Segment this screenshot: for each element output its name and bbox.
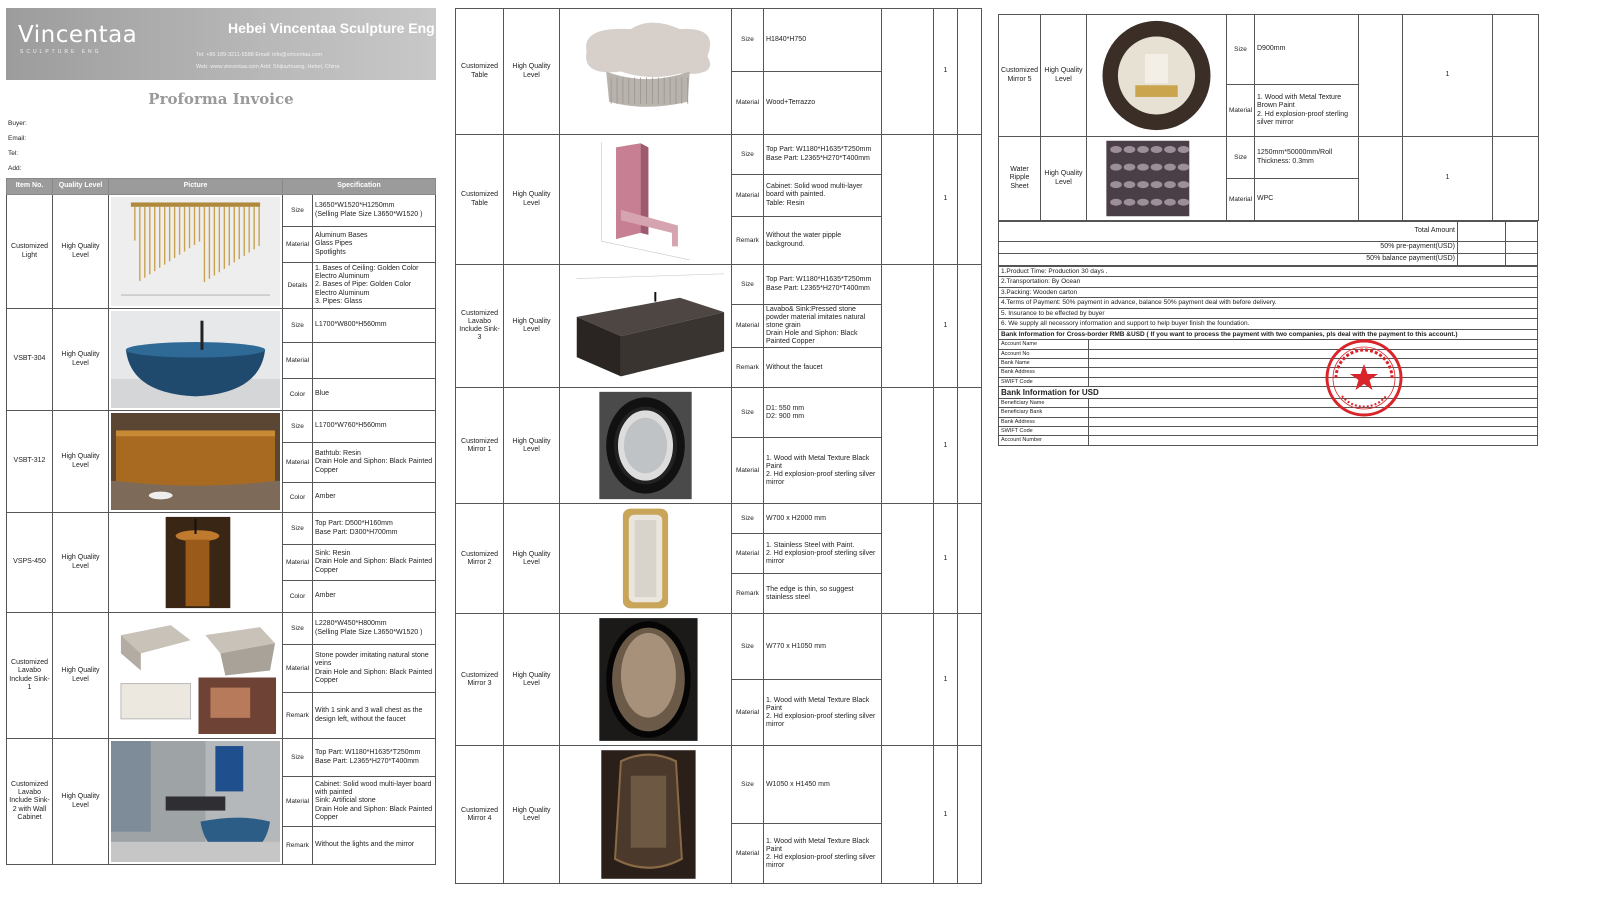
quantity: 1 [934, 9, 958, 135]
item-number: Customized Table [456, 135, 504, 265]
tall-mirror-image [560, 504, 732, 614]
spec-value: Without the lights and the mirror [313, 827, 436, 865]
spec-value: 1250mm*50000mm/Roll Thickness: 0.3mm [1255, 137, 1359, 179]
spec-value [313, 343, 436, 379]
spec-value: Sink: Resin Drain Hole and Siphon: Black Painted Copper [313, 545, 436, 581]
bank-field: Beneficiary Bank [999, 408, 1089, 417]
quantity: 1 [934, 504, 958, 614]
quality-level: High Quality Level [53, 513, 109, 613]
spec-value: W1050 x H1450 mm [764, 746, 882, 824]
spec-label: Size [732, 614, 764, 680]
term-line: 5. Insurance to be effected by buyer [999, 308, 1538, 318]
spec-label: Size [732, 746, 764, 824]
table-row [7, 309, 436, 343]
tel-label: Tel: [8, 150, 19, 157]
spec-value: Amber [313, 581, 436, 613]
spec-label: Material [732, 175, 764, 217]
company-seal-stamp [1324, 338, 1404, 418]
term-line: 6. We supply all necessory information and support to help buyer finish the foundation. [999, 319, 1538, 329]
spec-label: Size [283, 613, 313, 645]
bank-field: SWIFT Code [999, 426, 1089, 435]
item-number: Customized Lavabo Include Sink-2 with Wall Cabinet [7, 739, 53, 865]
bank-rmb-title: Bank Information for Cross-border RMB &USD ( If you want to process the payment with two companies, pls deal with the payment to this account.) [999, 329, 1538, 339]
spec-value: Cabinet: Solid wood multi-layer board with painted. Table: Resin [764, 175, 882, 217]
spec-label: Size [283, 739, 313, 777]
spec-label: Material [283, 645, 313, 693]
logo-subtitle: SCULPTURE ENG [20, 49, 102, 55]
quantity: 1 [934, 135, 958, 265]
spec-value: Without the water pipple background. [764, 217, 882, 265]
table-row [7, 195, 436, 227]
item-number: VSBT-312 [7, 411, 53, 513]
term-line: 2.Transportation: By Ocean [999, 277, 1538, 287]
item-number: Customized Mirror 1 [456, 388, 504, 504]
bank-field: Bank Address [999, 417, 1089, 426]
spec-value: Stone powder imitating natural stone veins Drain Hole and Siphon: Black Painted Copper [313, 645, 436, 693]
quality-level: High Quality Level [504, 265, 560, 388]
blue-bathtub-image [109, 309, 283, 411]
spec-label: Color [283, 483, 313, 513]
quality-level: High Quality Level [53, 613, 109, 739]
item-number: Customized Table [456, 9, 504, 135]
document-title: Proforma Invoice [148, 90, 294, 108]
product-table-1 [6, 178, 436, 865]
email-label: Email: [8, 135, 27, 142]
spec-value: W770 x H1050 mm [764, 614, 882, 680]
spec-label: Size [732, 9, 764, 72]
spec-value: 1. Wood with Metal Texture Black Paint 2. Hd explosion-proof sterling silver mirror [764, 680, 882, 746]
bank-field: Bank Address [999, 368, 1089, 377]
spec-value: L1700*W760*H560mm [313, 411, 436, 443]
spec-label: Size [283, 309, 313, 343]
col-quality: Quality Level [53, 179, 109, 195]
stone-lavabo-image [109, 613, 283, 739]
chandelier-image [109, 195, 283, 309]
quantity: 1 [1403, 15, 1493, 137]
invoice-page-1 [6, 8, 436, 865]
spec-value: 1. Stainless Steel with Paint. 2. Hd explosion-proof sterling silver mirror [764, 534, 882, 574]
item-number: Customized Mirror 5 [999, 15, 1041, 137]
spec-label: Remark [732, 217, 764, 265]
item-number: VSBT-304 [7, 309, 53, 411]
amber-basin-image [109, 513, 283, 613]
item-number: Customized Lavabo Include Sink-1 [7, 613, 53, 739]
spec-label: Material [1227, 85, 1255, 137]
invoice-page-3 [998, 14, 1538, 446]
black-lavabo-image [560, 265, 732, 388]
buyer-label: Buyer: [8, 120, 27, 127]
spec-value: L3650*W1520*H1250mm (Selling Plate Size L3650*W1520 ) [313, 195, 436, 227]
spec-label: Remark [732, 348, 764, 388]
spec-value: Top Part: D500*H160mm Base Part: D300*H700mm [313, 513, 436, 545]
term-line: 3.Packing: Wooden carton [999, 287, 1538, 297]
spec-label: Size [732, 135, 764, 175]
table-row [456, 265, 982, 305]
spec-label: Details [283, 263, 313, 309]
spec-label: Remark [283, 693, 313, 739]
terms-table [998, 266, 1538, 446]
spec-label: Remark [283, 827, 313, 865]
spec-label: Material [283, 443, 313, 483]
invoice-page-2 [455, 8, 982, 884]
spec-value: The edge is thin, so suggest stainless steel [764, 574, 882, 614]
quality-level: High Quality Level [53, 309, 109, 411]
quality-level: High Quality Level [53, 739, 109, 865]
spec-label: Size [732, 388, 764, 438]
spec-label: Material [283, 343, 313, 379]
table-row [999, 15, 1539, 85]
quality-level: High Quality Level [53, 411, 109, 513]
spec-label: Material [283, 777, 313, 827]
spec-value: Top Part: W1180*H1635*T250mm Base Part: L2365*H270*T400mm [313, 739, 436, 777]
quality-level: High Quality Level [504, 135, 560, 265]
quality-level: High Quality Level [504, 504, 560, 614]
spec-label: Size [283, 411, 313, 443]
quality-level: High Quality Level [504, 9, 560, 135]
spec-label: Size [1227, 15, 1255, 85]
spec-value: L2280*W450*H800mm (Selling Plate Size L3650*W1520 ) [313, 613, 436, 645]
address-label: Add: [8, 165, 22, 172]
quality-level: High Quality Level [504, 746, 560, 884]
spec-label: Remark [732, 574, 764, 614]
item-number: Customized Lavabo Include Sink-3 [456, 265, 504, 388]
bank-field: SWIFT Code [999, 377, 1089, 386]
spec-value: Aluminum Bases Glass Pipes Spotlights [313, 227, 436, 263]
spec-value: With 1 sink and 3 wall chest as the design left, without the faucet [313, 693, 436, 739]
spec-value: Bathtub: Resin Drain Hole and Siphon: Black Painted Copper [313, 443, 436, 483]
spec-value: H1840*H750 [764, 9, 882, 72]
spec-value: W700 x H2000 mm [764, 504, 882, 534]
product-table-3 [998, 14, 1539, 221]
product-table-2 [455, 8, 982, 884]
spec-value: Cabinet: Solid wood multi-layer board with painted Sink: Artificial stone Drain Hole and Siphon: Black Painted Copper [313, 777, 436, 827]
balance-payment-label: 50% balance payment(USD) [999, 254, 1458, 266]
bathroom-scene-image [109, 739, 283, 865]
totals-table [998, 221, 1538, 266]
quality-level: High Quality Level [1041, 137, 1087, 221]
item-number: Customized Light [7, 195, 53, 309]
amber-bathtub-image [109, 411, 283, 513]
term-line: 4.Terms of Payment: 50% payment in advance, balance 50% payment deal with before delivery. [999, 298, 1538, 308]
company-banner [6, 8, 436, 80]
spec-label: Color [283, 581, 313, 613]
table-row [7, 513, 436, 545]
item-number: Customized Mirror 3 [456, 614, 504, 746]
spec-label: Material [732, 680, 764, 746]
spec-value: Amber [313, 483, 436, 513]
bank-field: Account No [999, 349, 1089, 358]
spec-value: Top Part: W1180*H1635*T250mm Base Part: L2365*H270*T400mm [764, 135, 882, 175]
spec-label: Size [283, 195, 313, 227]
spec-label: Material [732, 305, 764, 348]
quantity: 1 [934, 746, 958, 884]
contact-line-1: Tel: +86 189-3211-5588 Email: info@vincentaa.com [196, 52, 323, 58]
quality-level: High Quality Level [504, 614, 560, 746]
round-mirror-image [560, 388, 732, 504]
quality-level: High Quality Level [504, 388, 560, 504]
col-specification: Specification [283, 179, 436, 195]
spec-value: Without the faucet [764, 348, 882, 388]
table-row [456, 135, 982, 175]
item-number: Customized Mirror 2 [456, 504, 504, 614]
bank-field: Account Number [999, 436, 1089, 445]
spec-value: Top Part: W1180*H1635*T250mm Base Part: L2365*H270*T400mm [764, 265, 882, 305]
spec-label: Material [283, 545, 313, 581]
spec-value: 1. Wood with Metal Texture Black Paint 2. Hd explosion-proof sterling silver mirror [764, 824, 882, 884]
bank-field: Account Name [999, 340, 1089, 349]
spec-label: Size [283, 513, 313, 545]
quality-level: High Quality Level [1041, 15, 1087, 137]
quantity: 1 [934, 265, 958, 388]
spec-label: Material [732, 534, 764, 574]
spec-value: 1. Wood with Metal Texture Brown Paint 2. Hd explosion-proof sterling silver mirror [1255, 85, 1359, 137]
company-logo: Vincentaa [18, 22, 138, 48]
quality-level: High Quality Level [53, 195, 109, 309]
table-row [456, 388, 982, 438]
col-picture: Picture [109, 179, 283, 195]
oval-mirror-image [560, 614, 732, 746]
spec-value: D900mm [1255, 15, 1359, 85]
spec-value: Lavabo& Sink:Pressed stone powder material imitates natural stone grain Drain Hole and Siphon: Black Painted Copper [764, 305, 882, 348]
table-row [456, 9, 982, 72]
spec-value: 1. Wood with Metal Texture Black Paint 2. Hd explosion-proof sterling silver mirror [764, 438, 882, 504]
item-number: Customized Mirror 4 [456, 746, 504, 884]
term-line: 1.Product Time: Production 30 days . [999, 267, 1538, 277]
spec-value: WPC [1255, 179, 1359, 221]
item-number: VSPS-450 [7, 513, 53, 613]
bank-field: Beneficiary Name [999, 399, 1089, 408]
spec-value: L1700*W800*H560mm [313, 309, 436, 343]
quantity: 1 [934, 388, 958, 504]
table-row [456, 504, 982, 534]
col-item-no: Item No. [7, 179, 53, 195]
ornate-mirror-image [560, 746, 732, 884]
spec-label: Material [732, 72, 764, 135]
table-row [999, 137, 1539, 179]
item-number: Water Ripple Sheet [999, 137, 1041, 221]
pre-payment-label: 50% pre-payment(USD) [999, 242, 1458, 254]
spec-value: 1. Bases of Ceiling: Golden Color Electro Aluminum 2. Bases of Pipe: Golden Color Electro Aluminum 3. Pipes: Glass [313, 263, 436, 309]
table-row [7, 613, 436, 645]
quantity: 1 [934, 614, 958, 746]
ripple-sheet-image [1087, 137, 1227, 221]
table-row [456, 746, 982, 824]
spec-value: Blue [313, 379, 436, 411]
contact-line-2: Web: www.vincentaa.com Add: Shijiazhuang, Hebei, China [196, 64, 340, 70]
bank-usd-title: Bank Information for USD [999, 386, 1538, 398]
terrazzo-table-image [560, 9, 732, 135]
spec-label: Material [283, 227, 313, 263]
total-amount-label: Total Amount [999, 222, 1458, 242]
quantity: 1 [1403, 137, 1493, 221]
spec-value: Wood+Terrazzo [764, 72, 882, 135]
spec-label: Material [1227, 179, 1255, 221]
bank-field: Bank Name [999, 358, 1089, 367]
spec-label: Color [283, 379, 313, 411]
table-row [7, 411, 436, 443]
spec-label: Material [732, 438, 764, 504]
spec-label: Material [732, 824, 764, 884]
spec-value: D1: 550 mm D2: 900 mm [764, 388, 882, 438]
table-row [7, 739, 436, 777]
resin-table-image [560, 135, 732, 265]
spec-label: Size [1227, 137, 1255, 179]
company-name: Hebei Vincentaa Sculpture Eng [228, 20, 435, 36]
spec-label: Size [732, 504, 764, 534]
spec-label: Size [732, 265, 764, 305]
brown-round-mirror-image [1087, 15, 1227, 137]
table-row [456, 614, 982, 680]
